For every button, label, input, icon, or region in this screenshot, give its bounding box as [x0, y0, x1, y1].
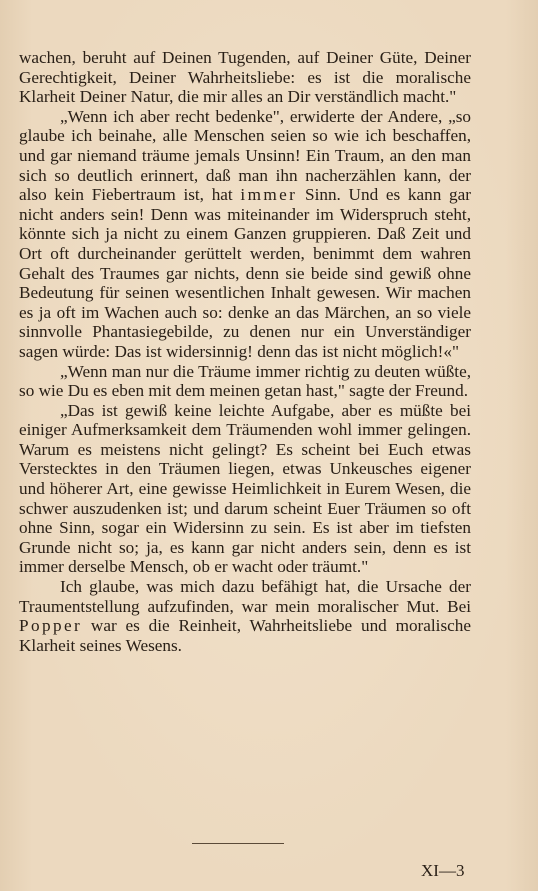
- paragraph-2: [19, 107, 471, 362]
- paragraph-2-text-a: „Wenn ich aber recht bedenke", erwiderte der Andere, „so glaube ich beinahe, alle Menschen seien so wie ich beschaffen, und gar niemand träume jemals Unsinn! Ein Traum, an den man sich so deutlich erinnert, daß man ihn nacherzählen kann, der also kein Fiebertraum ist, hat: [19, 106, 471, 205]
- paragraph-5: [19, 577, 471, 655]
- paragraph-1: [19, 48, 471, 107]
- paragraph-3: [19, 362, 471, 401]
- paragraph-2-text-b: Sinn. Und es kann gar nicht anders sein! Denn was miteinander im Widerspruch steht, könnte sich ja nicht zu einem Ganzen gruppieren. Daß Zeit und Ort oft durcheinander gerüttelt werden, benimmt dem wahren Gehalt des Traumes gar nichts, denn sie beide sind gewiß ohne Bedeutung für seinen wesentlichen Inhalt gewesen. Wir machen es ja oft im Wachen auch so: denke an das Märchen, an so viele sinnvolle Phantasiegebilde, zu denen nur ein Unverständiger sagen würde: Das ist widersinnig! denn das ist nicht möglich!«": [19, 185, 471, 361]
- paragraph-1-text: wachen, beruht auf Deinen Tugenden, auf Deiner Güte, Deiner Gerechtigkeit, Deiner Wahrheitsliebe: es ist die moralische Klarheit Deiner Natur, die mir alles an Dir verständlich macht.": [19, 48, 471, 107]
- paragraph-4: [19, 401, 471, 577]
- page-signature: XI—3: [421, 861, 465, 880]
- emphasis-popper: Popper: [19, 616, 83, 636]
- body-text: [19, 48, 471, 655]
- paragraph-4-text: „Das ist gewiß keine leichte Aufgabe, aber es müßte bei einiger Aufmerksamkeit dem Träumenden wohl immer gelingen. Warum es meistens nicht gelingt? Es scheint bei Euch etwas Verstecktes in den Träumen liegen, etwas Unkeusches eigener und höherer Art, eine gewisse Heimlichkeit in Eurem Wesen, die schwer auszudenken ist; und darum scheint Euer Träumen so oft ohne Sinn, sogar ein Widersinn zu sein. Es ist aber im tiefsten Grunde nicht so; ja, es kann gar nicht anders sein, denn es ist immer derselbe Mensch, ob er wacht oder träumt.": [19, 400, 471, 577]
- paragraph-3-text: „Wenn man nur die Träume immer richtig zu deuten wüßte, so wie Du es eben mit dem meinen getan hast," sagte der Freund.: [19, 361, 471, 401]
- paragraph-5-text-a: Ich glaube, was mich dazu befähigt hat, die Ursache der Traumentstellung aufzufinden, war mein moralischer Mut. Bei: [19, 577, 471, 616]
- section-divider-rule: [192, 843, 284, 844]
- paragraph-5-text-b: war es die Reinheit, Wahrheitsliebe und moralische Klarheit seines Wesens.: [19, 616, 471, 655]
- emphasis-immer: immer: [240, 185, 298, 205]
